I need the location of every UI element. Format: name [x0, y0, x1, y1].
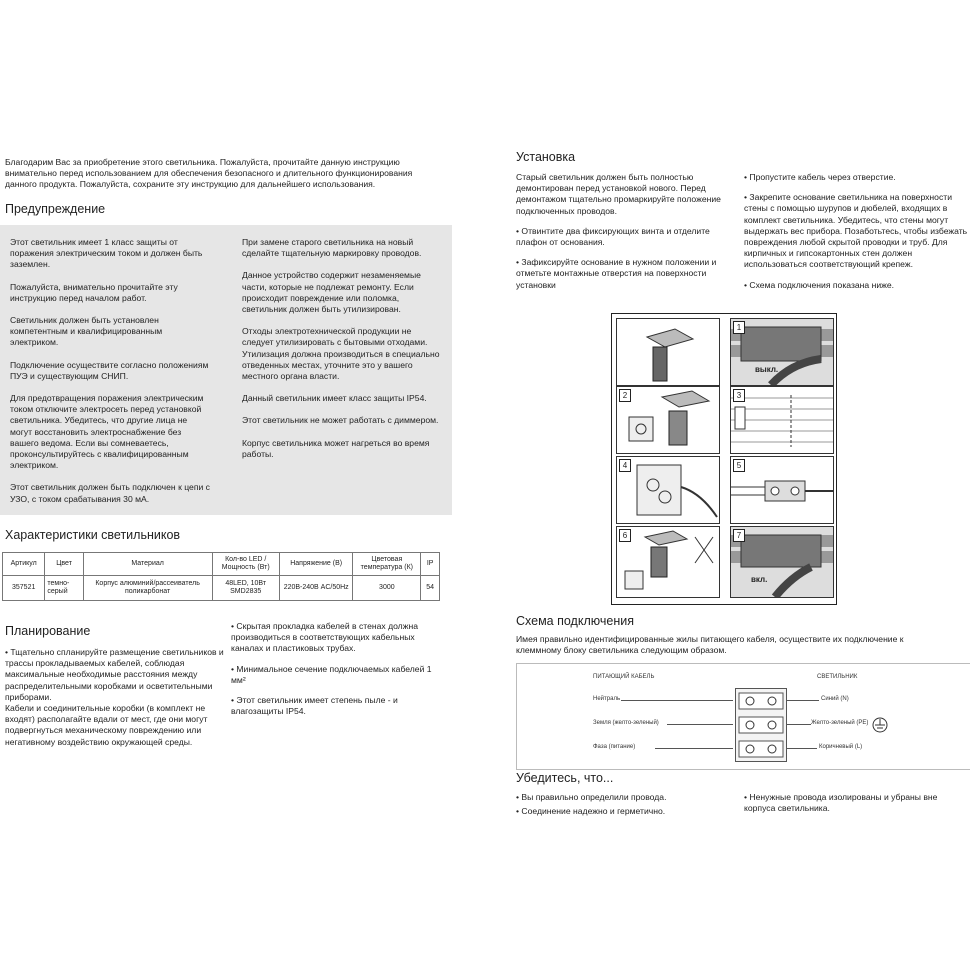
wiring-row-left-label: Нейтраль — [593, 696, 621, 702]
wiring-text: Имея правильно идентифицированные жилы питающего кабеля, осуществите их подключение к клеммному блоку светильника следующим образом. — [516, 634, 904, 656]
wiring-row-left-label: Земля (желто-зеленый) — [593, 720, 659, 726]
step-number: 2 — [619, 389, 631, 402]
wire-neutral-supply — [621, 700, 733, 701]
specs-header-cell: Напряжение (В) — [279, 553, 352, 576]
planning-right-column — [231, 621, 443, 726]
wiring-row-left-label: Фаза (питание) — [593, 744, 636, 750]
specs-header-cell: Цвет — [45, 553, 83, 576]
attach-diffuser-illustration — [617, 527, 719, 597]
terminal-screws — [736, 689, 786, 761]
warning-item: Этот светильник не может работать с диммером. — [242, 415, 439, 426]
step-panel — [616, 456, 720, 524]
planning-item: • Скрытая прокладка кабелей в стенах должна производиться в соответствующих кабельных каналах и пластиковых трубах. — [231, 621, 418, 654]
remove-diffuser-illustration — [617, 387, 719, 453]
step-number: 6 — [619, 529, 631, 542]
supply-cable-label: ПИТАЮЩИЙ КАБЕЛЬ — [593, 674, 655, 680]
specs-title: Характеристики светильников — [5, 528, 181, 542]
ground-icon — [871, 716, 889, 734]
warning-item: Для предотвращения поражения электрическим током отключите электросеть перед установкой светильника. Убедитесь, что другие лица не могут восстановить электроснабжение без вашего ведома. Если вы сомневаетесь, проконсультируйтесь с квалифицированным электриком. — [10, 393, 204, 471]
step-number: 7 — [733, 529, 745, 542]
lamp-label: СВЕТИЛЬНИК — [817, 674, 858, 680]
wire-neutral-lamp — [787, 700, 819, 701]
wire-phase-supply — [655, 748, 733, 749]
warning-right-column — [242, 237, 442, 471]
planning-title: Планирование — [5, 624, 91, 638]
terminal-block-illustration — [731, 457, 833, 523]
warning-item: Светильник должен быть установлен компетентным и квалифицированным электриком. — [10, 315, 163, 348]
warning-item: Этот светильник должен быть подключен к цепи с УЗО, с током срабатывания 30 мА. — [10, 482, 210, 504]
specs-cell: темно-серый — [45, 576, 83, 601]
specs-header-cell: Артикул — [3, 553, 45, 576]
installation-right-column — [744, 172, 968, 300]
step-number: 5 — [733, 459, 745, 472]
installation-item: • Схема подключения показана ниже. — [744, 279, 895, 290]
specs-cell: 54 — [421, 576, 440, 601]
warning-item: Этот светильник имеет 1 класс защиты от поражения электрическим током и должен быть заземлен. — [10, 237, 203, 270]
step-panel — [730, 318, 834, 386]
wiring-row-right-label: Синий (N) — [821, 696, 849, 702]
warning-item: Пожалуйста, внимательно прочитайте эту инструкцию перед началом работ. — [10, 281, 178, 303]
step-panel — [730, 386, 834, 454]
check-left-column — [516, 792, 731, 817]
wiring-row-right-label: Желто-зеленый (PE) — [811, 720, 869, 726]
specs-table — [2, 552, 440, 601]
planning-item: • Минимальное сечение подключаемых кабелей 1 мм² — [231, 663, 432, 685]
check-item: • Ненужные провода изолированы и убраны вне корпуса светильника. — [744, 792, 938, 814]
wire-phase-lamp — [787, 748, 817, 749]
wire-earth-supply — [667, 724, 733, 725]
warning-item: Корпус светильника может нагреться во время работы. — [242, 437, 430, 459]
warning-item: Данный светильник имеет класс защиты IP54. — [242, 393, 427, 404]
warning-item: Отходы электротехнической продукции не следует утилизировать с бытовыми отходами. Утилизация должна производиться в специально отведенных местах, уточните это у вашего местного органа власти. — [242, 326, 440, 382]
step-number: 4 — [619, 459, 631, 472]
intro-text: Благодарим Вас за приобретение этого светильника. Пожалуйста, прочитайте данную инструкцию внимательно перед использованием для обеспечения безопасного и длительного функционирования данного продукта. Пожалуйста, сохраните эту инструкцию для дальнейшего использования. — [5, 157, 413, 190]
warning-left-column — [10, 237, 210, 516]
wiring-diagram — [516, 663, 970, 770]
installation-item: • Зафиксируйте основание в нужном положении и отметьте монтажные отверстия на поверхности установки — [516, 257, 717, 290]
step-panel — [730, 526, 834, 598]
wire-earth-lamp — [787, 724, 811, 725]
switch-on-illustration — [731, 527, 833, 597]
switch-off-label: выкл. — [755, 365, 779, 374]
installation-left-column — [516, 172, 731, 300]
mark-holes-illustration — [731, 387, 833, 453]
warning-item: При замене старого светильника на новый сделайте тщательную маркировку проводов. — [242, 237, 422, 259]
switch-on-label: вкл. — [751, 575, 768, 584]
specs-cell: Корпус алюминий/рассеиватель поликарбонат — [83, 576, 212, 601]
specs-header-cell: Материал — [83, 553, 212, 576]
lamp-illustration — [617, 319, 719, 385]
installation-item: Старый светильник должен быть полностью демонтирован перед установкой нового. Перед демонтажом тщательно промаркируйте положение подключенных проводов. — [516, 172, 721, 216]
warning-item: Подключение осуществите согласно положениям ПУЭ и существующим СНИП. — [10, 359, 209, 381]
installation-item: • Пропустите кабель через отверстие. — [744, 172, 896, 182]
planning-left-text: • Тщательно спланируйте размещение светильников и трассы прокладываемых кабелей, соблюдая максимальные необходимые расстояния между распределительными коробками и осветительными приборами. Кабели и соединительные коробки (в комплект не входят) располагайте вдали от мест, где они могут подвергнуться механическому повреждению или негативному воздействию окружающей среды. — [5, 647, 224, 747]
warning-item: Данное устройство содержит незаменяемые части, которые не подлежат ремонту. Если происходит повреждение или поломка, светильник должен быть утилизирован. — [242, 270, 421, 315]
step-number: 3 — [733, 389, 745, 402]
installation-item: • Закрепите основание светильника на поверхности стены с помощью шурупов и дюбелей, входящих в комплект светильника. Убедитесь, что стены могут выдержать вес прибора. Позаботьтесь, чтобы избежать повреждения любой скрытой проводки и труб. Для кирпичных и гипсокартонных стен должен использоваться соответствующий крепеж. — [744, 192, 968, 270]
installation-title: Установка — [516, 150, 576, 164]
check-title: Убедитесь, что... — [516, 771, 614, 785]
terminal-block — [735, 688, 787, 762]
warning-title: Предупреждение — [5, 202, 106, 216]
step-panel — [616, 386, 720, 454]
specs-header-cell: IP — [421, 553, 440, 576]
wiring-row-right-label: Коричневый (L) — [819, 744, 863, 750]
mount-base-illustration — [617, 457, 719, 523]
switch-off-illustration — [731, 319, 833, 385]
specs-cell: 3000 — [353, 576, 421, 601]
specs-cell: 357521 — [3, 576, 45, 601]
installation-figure — [611, 313, 837, 605]
specs-header-cell: Цветовая температура (К) — [353, 553, 421, 576]
check-right-column — [744, 792, 959, 814]
check-item: • Соединение надежно и герметично. — [516, 806, 666, 817]
planning-item: • Этот светильник имеет степень пыле - и влагозащиты IP54. — [231, 695, 398, 717]
specs-cell: 220В-240В AC/50Hz — [279, 576, 352, 601]
wiring-title: Схема подключения — [516, 614, 634, 628]
check-item: • Вы правильно определили провода. — [516, 792, 667, 802]
step-number: 1 — [733, 321, 745, 334]
warning-box — [0, 225, 452, 515]
specs-header-cell: Кол-во LED / Мощность (Вт) — [212, 553, 279, 576]
step-panel — [616, 318, 720, 386]
installation-item: • Отвинтите два фиксирующих винта и отделите плафон от основания. — [516, 225, 710, 248]
step-panel — [730, 456, 834, 524]
step-panel — [616, 526, 720, 598]
specs-cell: 48LED, 10Вт SMD2835 — [212, 576, 279, 601]
